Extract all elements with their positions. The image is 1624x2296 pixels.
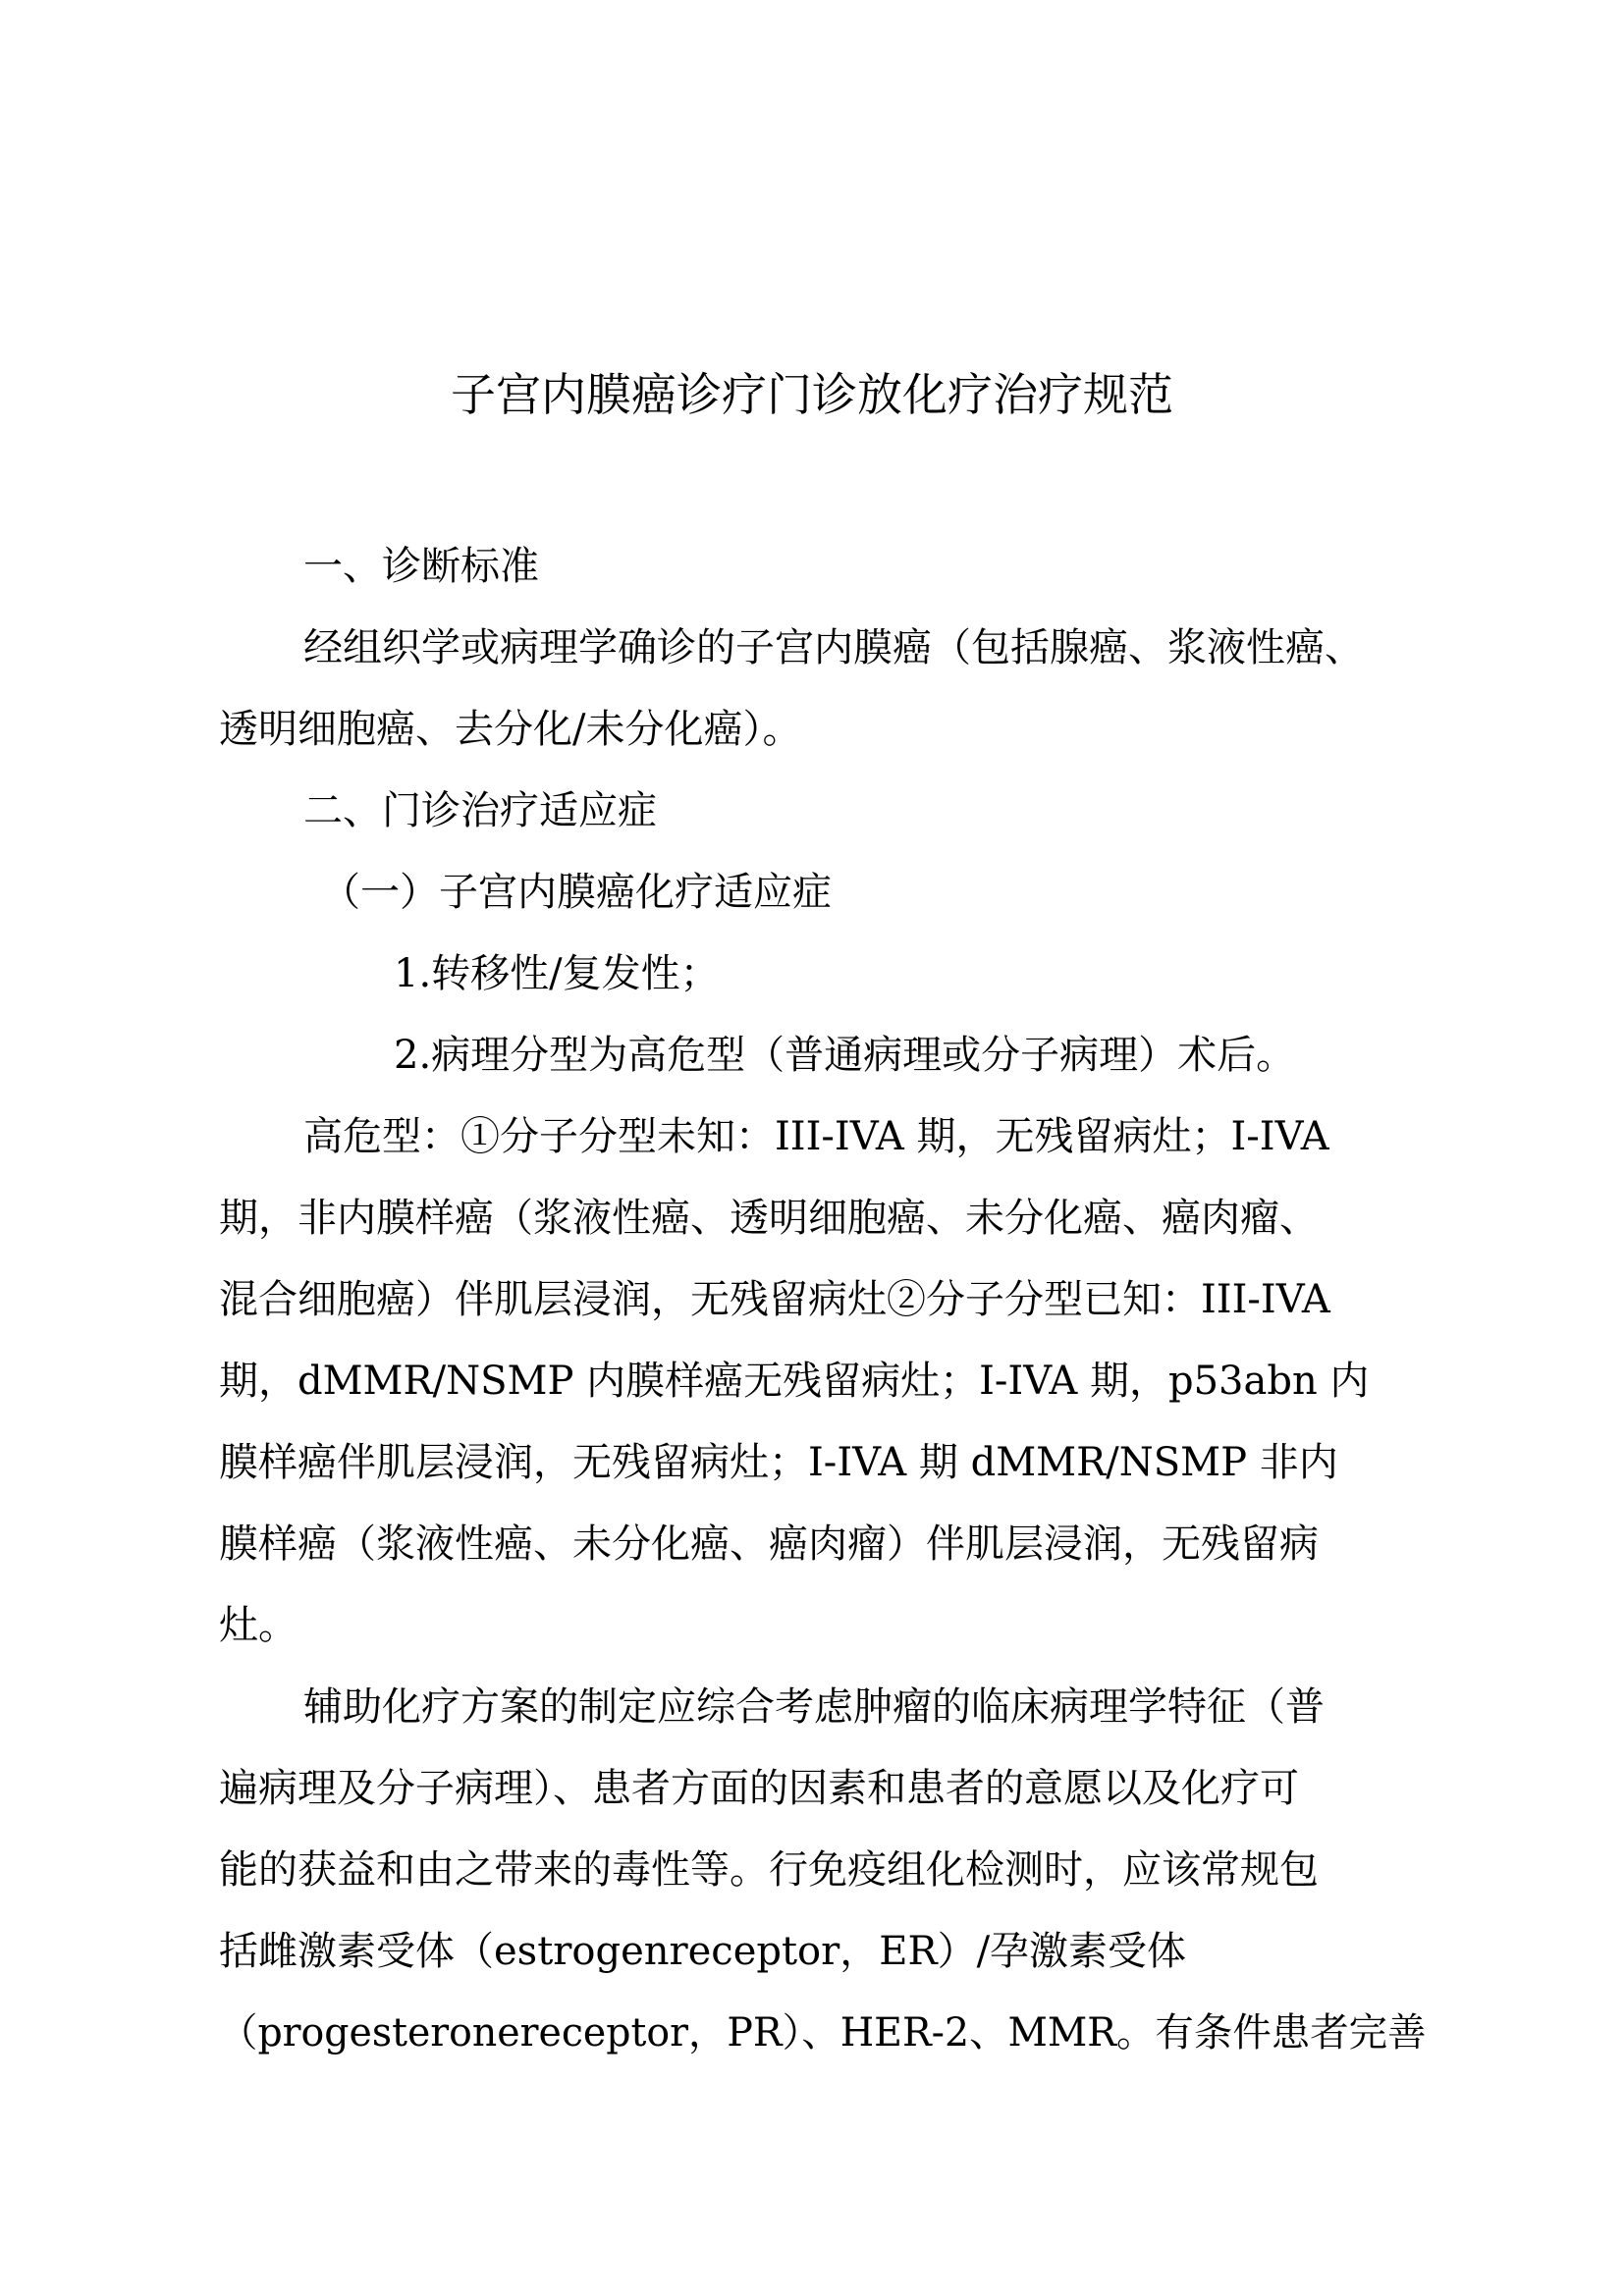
list-item: 2.病理分型为高危型（普通病理或分子病理）术后。 [394, 1033, 1296, 1078]
paragraph-line: 混合细胞癌）伴肌层浸润，无残留病灶②分子分型已知：III-IVA [219, 1277, 1330, 1322]
paragraph-line: 括雌激素受体（estrogenreceptor，ER）/孕激素受体 [219, 1929, 1187, 1974]
section-heading: 二、门诊治疗适应症 [303, 788, 657, 833]
paragraph-line: 高危型：①分子分型未知：III-IVA 期，无残留病灶；I-IVA [303, 1114, 1329, 1159]
paragraph-line: （progesteronereceptor，PR）、HER-2、MMR。有条件患者完善 [219, 2010, 1427, 2056]
paragraph-line: 期，dMMR/NSMP 内膜样癌无残留病灶；I-IVA 期，p53abn 内 [219, 1359, 1370, 1404]
paragraph-line: 透明细胞癌、去分化/未分化癌）。 [219, 707, 802, 752]
subsection-heading: （一）子宫内膜癌化疗适应症 [321, 870, 832, 915]
paragraph-line: 灶。 [219, 1603, 298, 1648]
paragraph-line: 膜样癌伴肌层浸润，无残留病灶；I-IVA 期 dMMR/NSMP 非内 [219, 1440, 1338, 1485]
paragraph-line: 期，非内膜样癌（浆液性癌、透明细胞癌、未分化癌、癌肉瘤、 [219, 1196, 1319, 1241]
paragraph-line: 经组织学或病理学确诊的子宫内膜癌（包括腺癌、浆液性癌、 [303, 625, 1364, 670]
list-item: 1.转移性/复发性； [394, 951, 720, 996]
section-heading: 一、诊断标准 [303, 544, 539, 589]
paragraph-line: 遍病理及分子病理）、患者方面的因素和患者的意愿以及化疗可 [219, 1766, 1299, 1811]
page-title: 子宫内膜癌诊疗门诊放化疗治疗规范 [451, 368, 1173, 421]
paragraph-line: 膜样癌（浆液性癌、未分化癌、癌肉瘤）伴肌层浸润，无残留病 [219, 1522, 1319, 1567]
paragraph-line: 能的获益和由之带来的毒性等。行免疫组化检测时，应该常规包 [219, 1847, 1319, 1893]
paragraph-line: 辅助化疗方案的制定应综合考虑肿瘤的临床病理学特征（普 [303, 1684, 1325, 1730]
